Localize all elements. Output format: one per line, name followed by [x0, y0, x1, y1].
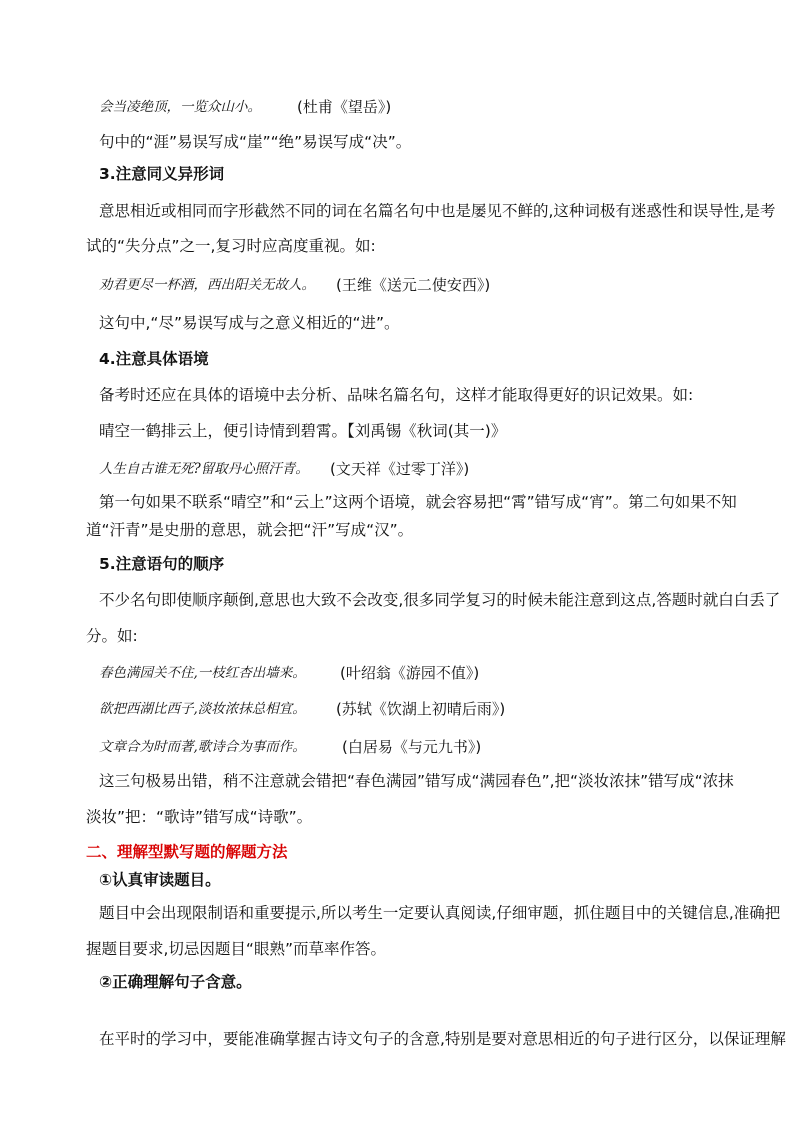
paragraph-line: 句中的“涯”易误写成“崖”“绝”易误写成“决”。	[99, 133, 412, 151]
subsection-heading: ②正确理解句子含意。	[99, 973, 252, 991]
poem-line: 人生自古谁无死?留取丹心照汗青。	[99, 461, 309, 477]
paragraph-line: 淡妆”把：“歌诗”错写成“诗歌”。	[86, 808, 313, 826]
poem-citation: (叶绍翁《游园不值》)	[340, 664, 480, 682]
poem-line: 文章合为时而著,歌诗合为事而作。	[99, 739, 306, 755]
section-heading: 5.注意语句的顺序	[99, 555, 225, 573]
poem-line: 会当凌绝顶，一览众山小。	[99, 99, 261, 115]
poem-line: 劝君更尽一杯酒，西出阳关无故人。	[99, 277, 315, 293]
paragraph-line: 备考时还应在具体的语境中去分析、品味名篇名句，这样才能取得更好的识记效果。如:	[99, 386, 694, 404]
section-heading: 4.注意具体语境	[99, 350, 209, 368]
paragraph-line: 意思相近或相同而字形截然不同的词在名篇名句中也是屡见不鲜的,这种词极有迷惑性和误导性,是考	[99, 202, 776, 220]
section-heading: 二、理解型默写题的解题方法	[86, 843, 288, 861]
subsection-heading: ①认真审读题目。	[99, 871, 221, 889]
paragraph-line: 试的“失分点”之一,复习时应高度重视。如:	[86, 237, 376, 255]
paragraph-line: 题目中会出现限制语和重要提示,所以考生一定要认真阅读,仔细审题，抓住题目中的关键信息,准确把	[99, 904, 781, 922]
paragraph-line: 分。如:	[86, 627, 138, 645]
paragraph-line: 在平时的学习中，要能准确掌握古诗文句子的含意,特别是要对意思相近的句子进行区分，以保证理解	[99, 1030, 786, 1048]
poem-citation: (白居易《与元九书》)	[342, 738, 482, 756]
paragraph-line: 握题目要求,切忌因题目“眼熟”而草率作答。	[86, 940, 386, 958]
poem-citation: (苏轼《饮湖上初晴后雨》)	[336, 700, 506, 718]
poem-citation: (杜甫《望岳》)	[297, 98, 392, 116]
paragraph-line: 道“汗青”是史册的意思，就会把“汗”写成“汉”。	[86, 521, 414, 539]
paragraph-line: 这三句极易出错，稍不注意就会错把“春色满园”错写成“满园春色”,把“淡妆浓抹”错写成“浓抹	[99, 772, 734, 790]
paragraph-line: 第一句如果不联系“晴空”和“云上”这两个语境，就会容易把“霄”错写成“宵”。第二句如果不知	[99, 493, 737, 511]
section-heading: 3.注意同义异形词	[99, 165, 225, 183]
paragraph-line: 不少名句即使顺序颠倒,意思也大致不会改变,很多同学复习的时候未能注意到这点,答题时就白白丢了	[99, 591, 781, 609]
poem-citation: (王维《送元二使安西》)	[336, 276, 491, 294]
paragraph-line: 晴空一鹤排云上，便引诗情到碧霄。【刘禹锡《秋词(其一)》	[99, 422, 507, 440]
paragraph-line: 这句中,“尽”易误写成与之意义相近的“进”。	[99, 314, 400, 332]
poem-line: 欲把西湖比西子,淡妆浓抹总相宜。	[99, 701, 306, 717]
poem-line: 春色满园关不住,一枝红杏出墙来。	[99, 665, 306, 681]
poem-citation: (文天祥《过零丁洋》)	[330, 460, 470, 478]
